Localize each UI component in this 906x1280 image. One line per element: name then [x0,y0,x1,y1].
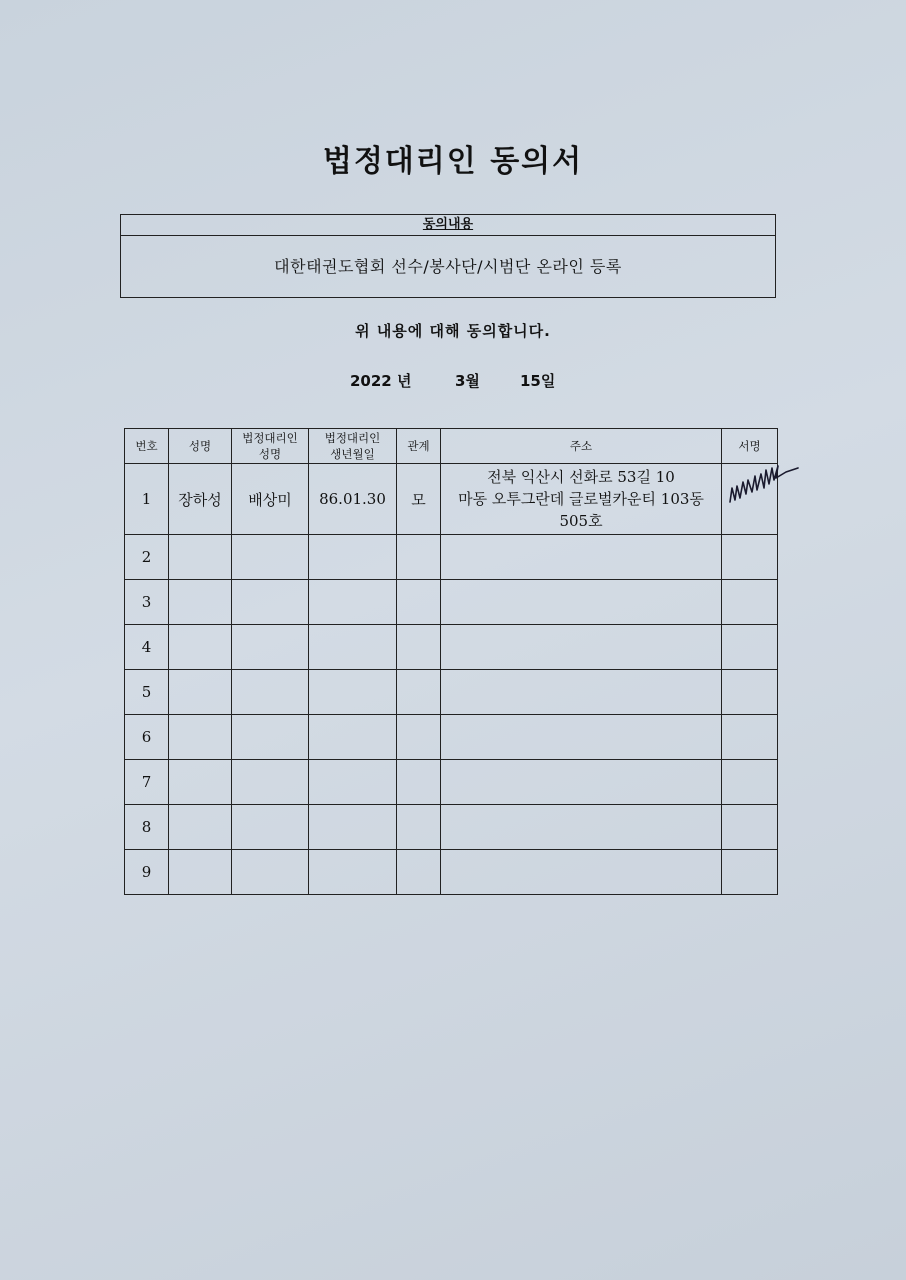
cell-signature [722,805,778,850]
cell-relation [397,850,441,895]
table-row [125,850,778,895]
cell-signature [722,625,778,670]
cell-signature [722,850,778,895]
header-relation: 관계 [397,429,441,464]
table-row [125,805,778,850]
header-guardian-birth-line1: 법정대리인 [324,431,381,445]
table-row [125,535,778,580]
cell-no: 1 [125,464,169,535]
cell-address [441,535,722,580]
cell-no: 4 [125,625,169,670]
cell-address [441,464,722,535]
address-line1: 전북 익산시 선화로 53길 10 [487,468,675,486]
cell-address [441,850,722,895]
cell-guardian-birth [309,805,397,850]
cell-name [169,715,232,760]
cell-name [169,625,232,670]
table-row [125,760,778,805]
date-month: 3월 [455,372,480,390]
cell-relation [397,580,441,625]
table-row [125,464,778,535]
cell-guardian-name [232,535,309,580]
cell-guardian-birth [309,760,397,805]
cell-no: 3 [125,580,169,625]
cell-relation [397,535,441,580]
cell-guardian-birth: 86.01.30 [309,464,397,535]
cell-relation [397,760,441,805]
cell-signature [722,715,778,760]
cell-address [441,625,722,670]
cell-guardian-name [232,805,309,850]
cell-guardian-name [232,850,309,895]
consent-header [121,215,775,236]
address-line2: 마동 오투그란데 글로벌카운티 103동 [458,490,704,508]
table-row [125,670,778,715]
table-row [125,580,778,625]
cell-guardian-birth [309,580,397,625]
consent-content: 대한태권도협회 선수/봉사단/시범단 온라인 등록 [274,257,622,276]
table-row [125,715,778,760]
cell-relation [397,625,441,670]
cell-signature [722,670,778,715]
document-title: 법정대리인 동의서 [322,144,584,179]
cell-no: 8 [125,805,169,850]
registration-table [124,428,778,895]
cell-guardian-birth [309,625,397,670]
cell-address [441,715,722,760]
cell-address [441,805,722,850]
agreement-text: 위 내용에 대해 동의합니다. [355,322,551,340]
cell-name [169,580,232,625]
cell-guardian-name [232,580,309,625]
header-guardian-name-line1: 법정대리인 [242,431,298,445]
header-guardian-name [232,429,309,464]
header-no: 번호 [125,429,169,464]
cell-guardian-birth [309,850,397,895]
address-line3: 505호 [559,512,603,530]
cell-guardian-birth [309,715,397,760]
cell-guardian-name [232,715,309,760]
cell-name [169,535,232,580]
table-row [125,625,778,670]
cell-signature [722,580,778,625]
cell-guardian-birth [309,535,397,580]
header-name: 성명 [169,429,232,464]
cell-relation: 모 [397,464,441,535]
header-signature: 서명 [722,429,778,464]
cell-no: 6 [125,715,169,760]
consent-header-label: 동의내용 [422,217,474,232]
cell-name [169,850,232,895]
cell-name [169,805,232,850]
cell-address [441,760,722,805]
cell-guardian-birth [309,670,397,715]
cell-relation [397,670,441,715]
cell-guardian-name [232,670,309,715]
cell-no: 2 [125,535,169,580]
date-day: 15일 [520,372,556,390]
cell-signature [722,464,778,535]
cell-relation [397,805,441,850]
consent-box [120,214,776,298]
cell-address [441,580,722,625]
header-guardian-birth-line2: 생년월일 [330,447,375,461]
cell-name [169,760,232,805]
cell-signature [722,535,778,580]
header-address: 주소 [441,429,722,464]
cell-no: 9 [125,850,169,895]
handwritten-signature-icon [726,460,806,510]
cell-relation [397,715,441,760]
cell-no: 7 [125,760,169,805]
header-guardian-name-line2: 성명 [258,447,282,461]
cell-name [169,670,232,715]
date-year: 2022 년 [350,372,412,390]
header-guardian-birth [309,429,397,464]
cell-no: 5 [125,670,169,715]
cell-address [441,670,722,715]
cell-guardian-name [232,760,309,805]
cell-signature [722,760,778,805]
cell-guardian-name [232,625,309,670]
table-header-row [125,429,778,464]
cell-name: 장하성 [169,464,232,535]
cell-guardian-name: 배상미 [232,464,309,535]
